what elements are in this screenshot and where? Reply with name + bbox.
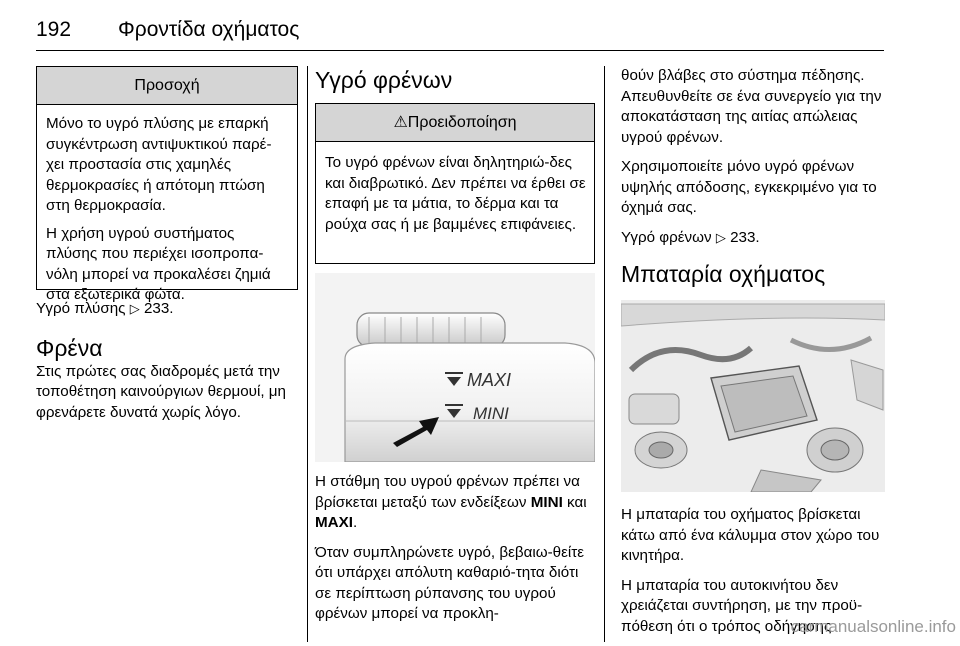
reservoir-body <box>345 343 595 462</box>
brake-damage-text: θούν βλάβες στο σύστημα πέδησης. Απευθυνθείτε σε ένα συνεργείο για την αποκατάσταση της αιτίας απώλειας υγρού φρένων. <box>621 67 882 146</box>
watermark: carmanualsonline.info <box>790 617 956 636</box>
caution-para-2: Η χρήση υγρού συστήματος πλύσης που περιέχει ισοπροπα-νόλη μπορεί να προκαλέσει ζημιά στα εξωτερικά φώτα. <box>46 224 271 303</box>
brake-fluid-spec-text: Χρησιμοποιείτε μόνο υγρό φρένων υψηλής απόδοσης, εγκεκριμένο για το όχημά σας. <box>621 158 877 216</box>
engine-bay-illustration <box>621 300 885 492</box>
page-number: 192 <box>36 18 72 41</box>
reservoir-illustration <box>315 273 595 462</box>
column-divider-1 <box>307 66 308 642</box>
column-1 <box>36 66 298 432</box>
brakes-text: Στις πρώτες σας διαδρομές μετά την τοποθέτηση καινούργιων θερμουί, μη φρενάρετε δυνατά χωρίς λόγο. <box>36 362 286 421</box>
caution-title: Προσοχή <box>37 67 297 105</box>
battery-maintenance-text: Η μπαταρία του αυτοκινήτου δεν χρειάζεται συντήρηση, με την προϋ-πόθεση ότι ο τρόπος οδήγησης <box>621 576 863 635</box>
washer-fluid-ref-page: 233. <box>143 300 174 317</box>
caution-para-1: Μόνο το υγρό πλύσης με επαρκή συγκέντρωση αντιψυκτικού παρέ-χει προστασία στις χαμηλές θερμοκρασίες ή απότομη πτώση στη θερμοκρασία. <box>46 115 272 214</box>
max-label: MAXI <box>467 370 512 390</box>
level-text-max: MAXI <box>315 514 353 531</box>
reservoir-cap <box>357 313 505 347</box>
warning-title: Προειδοποίηση <box>407 114 517 131</box>
brakes-heading: Φρένα <box>36 334 103 361</box>
washer-fluid-ref-text: Υγρό πλύσης <box>36 300 126 317</box>
washer-fluid-reference[interactable] <box>36 299 298 320</box>
refill-text: Όταν συμπληρώνετε υγρό, βεβαιω-θείτε ότι υπάρχει απόλυτη καθαριό-τητα διότι σε περίπτωση ρύπανσης του υγρού φρένων μπορεί να προκλη- <box>315 543 585 622</box>
warning-text: Το υγρό φρένων είναι δηλητηριώ-δες και διαβρωτικό. Δεν πρέπει να έρθει σε επαφή με τα μάτια, το δέρμα και τα ρούχα σας ή με βαμμένες επιφάνειες. <box>325 154 586 233</box>
battery-location-text: Η μπαταρία του οχήματος βρίσκεται κάτω από ένα κάλυμμα στον χώρο του κινητήρα. <box>621 506 880 564</box>
warning-triangle-icon: ⚠ <box>393 114 408 131</box>
brake-fluid-ref-page: 233. <box>730 228 760 246</box>
brake-fluid-reference[interactable] <box>621 228 885 249</box>
brake-fluid-heading: Υγρό φρένων <box>315 67 453 93</box>
column-divider-2 <box>604 66 605 642</box>
header-rule <box>36 50 884 51</box>
warning-box <box>315 103 595 264</box>
column-3 <box>621 66 885 646</box>
brake-fluid-reservoir-figure <box>315 273 595 462</box>
column-2 <box>315 66 595 634</box>
level-text-before: Η στάθμη του υγρού φρένων πρέπει να βρίσκεται μεταξύ των ενδείξεων <box>315 473 580 511</box>
reference-arrow-icon: ▷ <box>129 301 140 316</box>
brake-fluid-level-text <box>315 472 595 534</box>
battery-heading: Μπαταρία οχήματος <box>621 261 826 287</box>
min-label: MINI <box>473 404 509 423</box>
brake-fluid-ref-text: Υγρό φρένων <box>621 228 712 246</box>
level-text-end: . <box>352 514 358 531</box>
warning-header <box>316 104 594 142</box>
level-text-middle: και <box>567 493 587 511</box>
section-title: Φροντίδα οχήματος <box>118 18 300 41</box>
caution-box <box>36 66 298 303</box>
level-text-min: MINI <box>530 493 563 511</box>
reference-arrow-icon: ▷ <box>715 229 726 245</box>
battery-figure <box>621 300 885 492</box>
